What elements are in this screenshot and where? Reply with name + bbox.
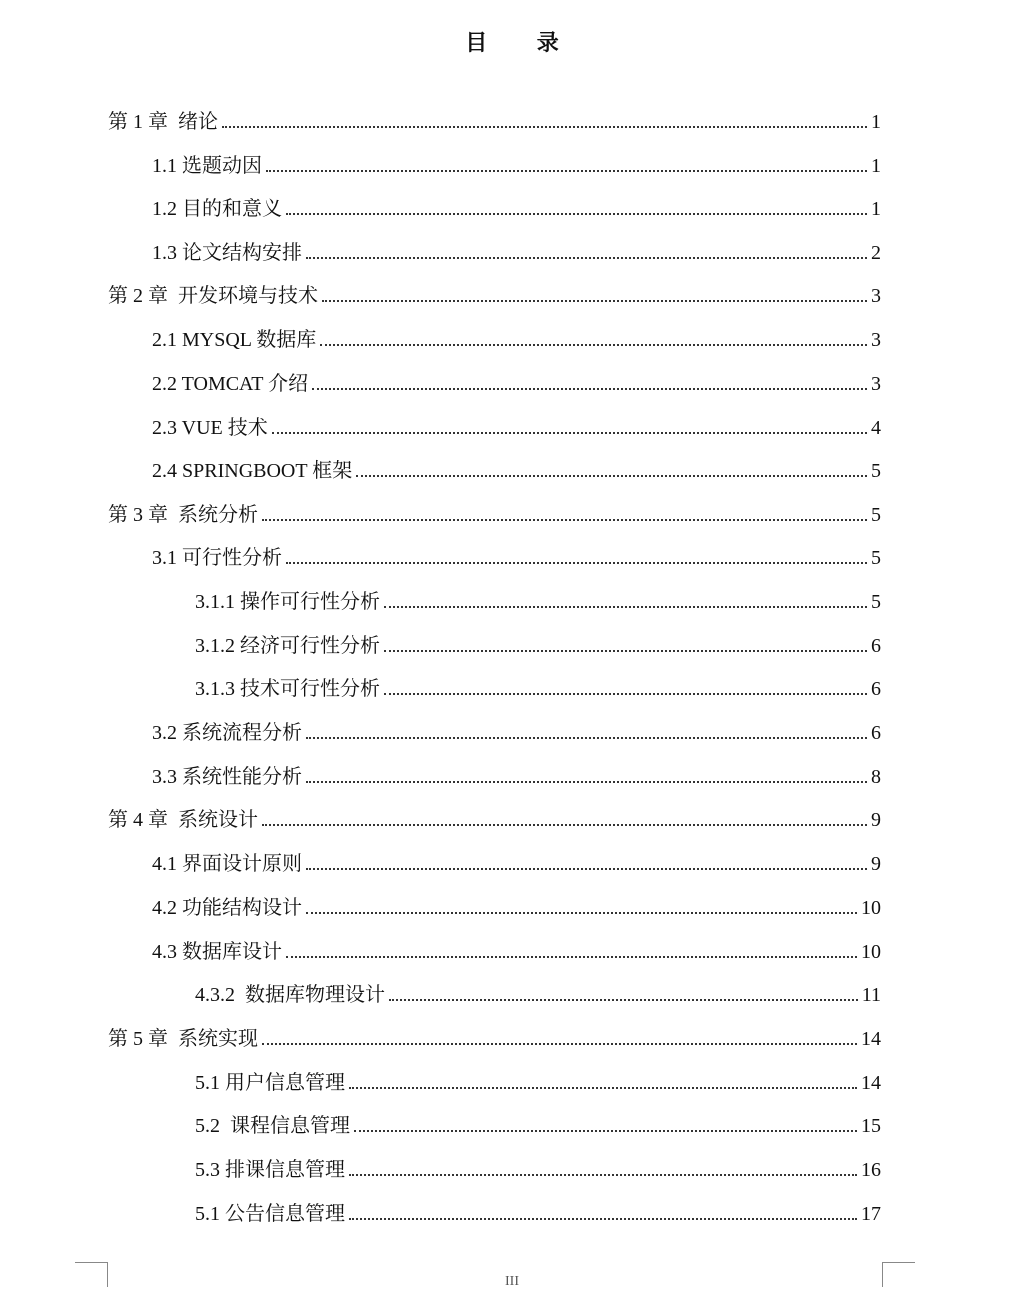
toc-entry-page: 1 [871,198,881,220]
toc-entry-page: 1 [871,111,881,133]
toc-entry-chapter-1[interactable] [108,102,881,134]
toc-entry-label: 4.3 数据库设计 [152,941,282,963]
toc-entry-page: 3 [871,285,881,307]
toc-entry-label: 3.1.2 经济可行性分析 [195,635,380,657]
dot-leader [384,692,867,695]
toc-entry-label: 3.1.3 技术可行性分析 [195,678,380,700]
toc-entry-3-1[interactable] [152,538,881,570]
toc-entry-label: 5.1 公告信息管理 [195,1203,345,1225]
dot-leader [262,1042,857,1045]
toc-entry-label: 2.4 SPRINGBOOT 框架 [152,460,353,482]
toc-entry-1-3[interactable] [152,233,881,265]
toc-entry-2-2[interactable] [152,364,881,396]
toc-entry-label: 5.2 课程信息管理 [195,1115,350,1137]
toc-entry-2-3[interactable] [152,408,881,440]
dot-leader [262,823,867,826]
toc-entry-2-1[interactable] [152,320,881,352]
dot-leader [306,736,867,739]
toc-entry-label: 1.1 选题动因 [152,155,262,177]
dot-leader [306,256,867,259]
toc-entry-chapter-5[interactable] [108,1019,881,1051]
dot-leader [349,1217,857,1220]
toc-entry-2-4[interactable] [152,451,881,483]
toc-entry-4-3-2[interactable] [195,975,881,1007]
dot-leader [356,474,867,477]
toc-entry-label: 3.1 可行性分析 [152,547,282,569]
dot-leader [266,169,867,172]
toc-entry-label: 5.3 排课信息管理 [195,1159,345,1181]
toc-entry-label: 3.3 系统性能分析 [152,766,302,788]
toc-entry-5-4[interactable] [195,1194,881,1226]
toc-entry-4-1[interactable] [152,844,881,876]
dot-leader [354,1129,857,1132]
dot-leader [222,125,867,128]
toc-entry-label: 4.1 界面设计原则 [152,853,302,875]
toc-entry-3-2[interactable] [152,713,881,745]
dot-leader [272,431,867,434]
toc-entry-label: 1.2 目的和意义 [152,198,282,220]
toc-entry-chapter-2[interactable] [108,276,881,308]
toc-entry-page: 6 [871,722,881,744]
toc-entry-3-1-3[interactable] [195,669,881,701]
toc-entry-5-3[interactable] [195,1150,881,1182]
toc-entry-3-3[interactable] [152,757,881,789]
toc-entry-label: 5.1 用户信息管理 [195,1072,345,1094]
toc-title: 目 录 [465,30,581,55]
toc-entry-page: 10 [861,941,881,963]
toc-entry-label: 第 3 章 系统分析 [108,504,258,526]
toc-entry-4-2[interactable] [152,888,881,920]
dot-leader [322,299,867,302]
toc-entry-label: 4.3.2 数据库物理设计 [195,984,385,1006]
toc-entry-page: 6 [871,635,881,657]
toc-entry-page: 6 [871,678,881,700]
dot-leader [349,1173,857,1176]
toc-entry-page: 5 [871,460,881,482]
dot-leader [306,911,857,914]
dot-leader [286,955,857,958]
toc-entry-page: 5 [871,547,881,569]
dot-leader [389,998,858,1001]
toc-entry-1-1[interactable] [152,146,881,178]
dot-leader [306,780,867,783]
toc-entry-page: 14 [861,1072,881,1094]
toc-entry-chapter-3[interactable] [108,495,881,527]
toc-entry-page: 4 [871,417,881,439]
toc-entry-page: 15 [861,1115,881,1137]
toc-entry-page: 11 [861,984,881,1006]
dot-leader [349,1086,857,1089]
toc-entry-label: 第 5 章 系统实现 [108,1028,258,1050]
dot-leader [384,605,867,608]
toc-entry-page: 3 [871,329,881,351]
toc-entry-label: 第 2 章 开发环境与技术 [108,285,318,307]
toc-entry-label: 1.3 论文结构安排 [152,242,302,264]
toc-entry-label: 3.2 系统流程分析 [152,722,302,744]
toc-entry-label: 2.2 TOMCAT 介绍 [152,373,309,395]
toc-entry-4-3[interactable] [152,932,881,964]
toc-entry-page: 10 [861,897,881,919]
toc-entry-1-2[interactable] [152,189,881,221]
toc-entry-3-1-2[interactable] [195,626,881,658]
toc-entry-label: 第 4 章 系统设计 [108,809,258,831]
dot-leader [306,867,867,870]
toc-entry-page: 5 [871,591,881,613]
page-number: III [505,1274,519,1289]
toc-entry-label: 2.3 VUE 技术 [152,417,268,439]
toc-entry-page: 14 [861,1028,881,1050]
dot-leader [286,212,867,215]
toc-entry-page: 5 [871,504,881,526]
toc-entry-page: 9 [871,809,881,831]
toc-entry-page: 17 [861,1203,881,1225]
dot-leader [262,518,867,521]
toc-entry-page: 2 [871,242,881,264]
dot-leader [384,649,867,652]
toc-entry-page: 8 [871,766,881,788]
toc-entry-chapter-4[interactable] [108,800,881,832]
dot-leader [286,561,867,564]
toc-entry-page: 1 [871,155,881,177]
toc-entry-3-1-1[interactable] [195,582,881,614]
toc-entry-label: 4.2 功能结构设计 [152,897,302,919]
toc-entry-label: 第 1 章 绪论 [108,111,218,133]
dot-leader [312,387,867,390]
dot-leader [320,343,867,346]
toc-entry-page: 3 [871,373,881,395]
toc-entry-5-2[interactable] [195,1106,881,1138]
toc-entry-page: 9 [871,853,881,875]
toc-entry-label: 3.1.1 操作可行性分析 [195,591,380,613]
toc-entry-label: 2.1 MYSQL 数据库 [152,329,317,351]
toc-entry-5-1[interactable] [195,1063,881,1095]
toc-entry-page: 16 [861,1159,881,1181]
